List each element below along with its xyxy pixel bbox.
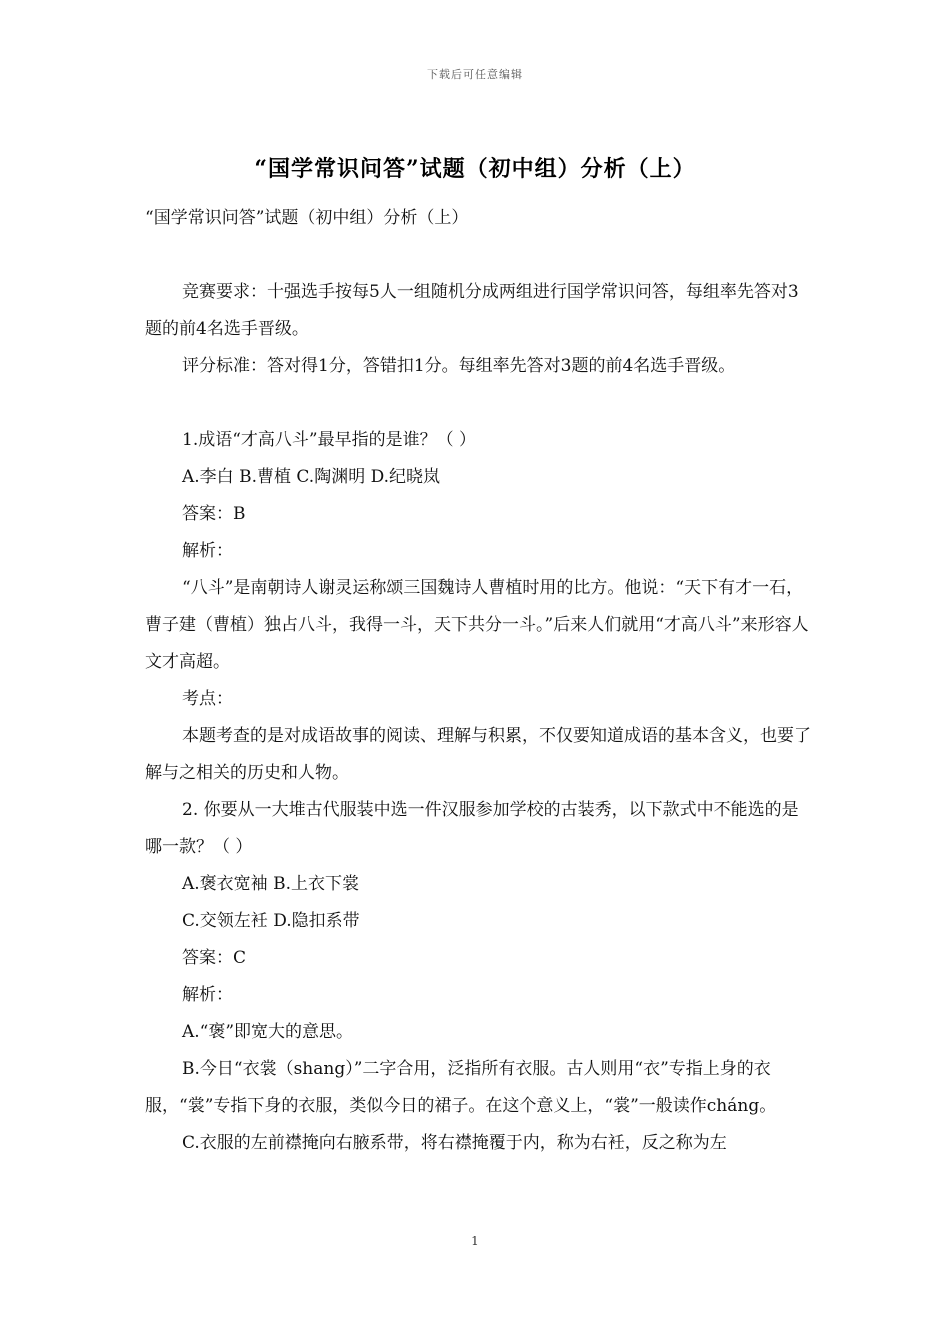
question-1: 1.成语“才高八斗”最早指的是谁？（ ） bbox=[182, 430, 477, 450]
question-2: 2. 你要从一大堆古代服装中选一件汉服参加学校的古装秀，以下款式中不能选的是哪一款？（ ） bbox=[145, 800, 799, 857]
question-1-point-label: 考点： bbox=[182, 689, 233, 709]
question-2-analysis-b: B.今日“衣裳（shang）”二字合用，泛指所有衣服。古人则用“衣”专指上身的衣服，“裳”专指下身的衣服，类似今日的裙子。在这个意义上，“裳”一般读作cháng。 bbox=[145, 1059, 777, 1116]
header-note: 下载后可任意编辑 bbox=[427, 68, 523, 81]
question-2-answer: 答案：C bbox=[182, 948, 247, 968]
question-1-analysis: “八斗”是南朝诗人谢灵运称颂三国魏诗人曹植时用的比方。他说：“天下有才一石，曹子建（曹植）独占八斗，我得一斗，天下共分一斗。”后来人们就用“才高八斗”来形容人文才高超。 bbox=[145, 578, 809, 672]
question-1-answer: 答案：B bbox=[182, 504, 246, 524]
question-2-analysis-c: C.衣服的左前襟掩向右腋系带，将右襟掩覆于内，称为右衽，反之称为左 bbox=[182, 1133, 727, 1153]
subtitle: “国学常识问答”试题（初中组）分析（上） bbox=[145, 208, 469, 228]
question-2-options-line-2: C.交领左衽 D.隐扣系带 bbox=[182, 911, 360, 931]
question-2-analysis-label: 解析： bbox=[182, 985, 233, 1005]
question-1-analysis-label: 解析： bbox=[182, 541, 233, 561]
scoring-standard: 评分标准：答对得1分，答错扣1分。每组率先答对3题的前4名选手晋级。 bbox=[182, 356, 736, 376]
spacer bbox=[145, 385, 815, 422]
document-body bbox=[145, 200, 815, 1162]
question-2-options-line-1: A.褒衣宽袖 B.上衣下裳 bbox=[182, 874, 359, 894]
question-1-options: A.李白 B.曹植 C.陶渊明 D.纪晓岚 bbox=[182, 467, 441, 487]
page-number: 1 bbox=[471, 1234, 479, 1248]
question-1-point: 本题考查的是对成语故事的阅读、理解与积累，不仅要知道成语的基本含义，也要了解与之相关的历史和人物。 bbox=[145, 726, 811, 783]
document-title: “国学常识问答”试题（初中组）分析（上） bbox=[254, 156, 696, 182]
question-2-analysis-a: A.“褒”即宽大的意思。 bbox=[182, 1022, 354, 1042]
competition-requirement: 竞赛要求：十强选手按每5人一组随机分成两组进行国学常识问答，每组率先答对3题的前4名选手晋级。 bbox=[145, 282, 799, 339]
spacer bbox=[145, 237, 815, 274]
